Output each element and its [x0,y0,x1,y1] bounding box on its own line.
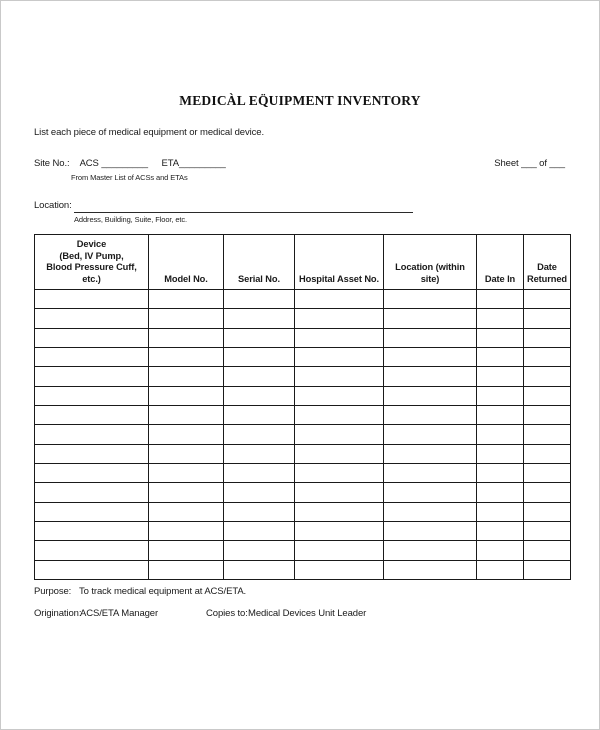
table-row [35,560,571,579]
table-header-row [35,235,571,290]
table-cell [477,464,524,483]
table-cell [477,541,524,560]
table-cell [524,425,571,444]
table-cell [295,464,384,483]
table-cell [384,560,477,579]
purpose-label: Purpose: [34,586,72,597]
table-row [35,386,571,405]
col-header-hospital-asset-no: Hospital Asset No. [295,235,384,290]
copies-to-text: Medical Devices Unit Leader [248,608,367,619]
table-cell [149,522,224,541]
table-cell [224,541,295,560]
table-cell [524,483,571,502]
location-blank-line [74,197,413,213]
table-cell [35,290,149,309]
table-cell [477,444,524,463]
table-cell [35,464,149,483]
table-cell [35,348,149,367]
table-cell [384,502,477,521]
site-eta-field: ETA_________ [161,158,226,169]
table-cell [477,348,524,367]
origination-label: Origination: [34,608,82,619]
table-cell [384,483,477,502]
table-cell [295,386,384,405]
table-cell [35,328,149,347]
table-cell [295,502,384,521]
table-cell [35,406,149,425]
table-cell [477,290,524,309]
table-row [35,328,571,347]
table-cell [149,367,224,386]
table-cell [295,367,384,386]
copies-to-label: Copies to: [206,608,248,619]
table-row [35,425,571,444]
table-cell [524,541,571,560]
table-row [35,309,571,328]
table-cell [384,367,477,386]
table-cell [35,522,149,541]
table-cell [524,502,571,521]
table-cell [384,464,477,483]
table-cell [477,328,524,347]
table-cell [477,425,524,444]
location-label: Location: [34,200,72,211]
table-row [35,483,571,502]
table-cell [224,502,295,521]
table-row [35,502,571,521]
table-cell [35,386,149,405]
table-cell [224,464,295,483]
table-cell [524,406,571,425]
table-cell [35,502,149,521]
table-cell [524,522,571,541]
table-cell [384,348,477,367]
table-cell [477,522,524,541]
table-cell [35,309,149,328]
table-cell [384,522,477,541]
table-cell [477,560,524,579]
col-header-date-in: Date In [477,235,524,290]
table-cell [295,560,384,579]
table-cell [384,386,477,405]
table-cell [149,425,224,444]
site-no-line [34,158,226,169]
table-cell [149,290,224,309]
table-cell [295,328,384,347]
table-cell [524,464,571,483]
table-cell [384,444,477,463]
col-header-model-no: Model No. [149,235,224,290]
table-cell [224,444,295,463]
table-cell [224,328,295,347]
site-acs-field: ACS _________ [79,158,148,169]
table-cell [384,425,477,444]
table-cell [295,309,384,328]
table-cell [295,444,384,463]
table-cell [224,290,295,309]
table-row [35,348,571,367]
table-row [35,464,571,483]
table-cell [384,541,477,560]
site-no-label: Site No.: [34,158,70,169]
table-cell [477,386,524,405]
table-cell [149,348,224,367]
table-cell [295,290,384,309]
table-cell [524,367,571,386]
table-cell [224,348,295,367]
table-cell [224,425,295,444]
table-row [35,444,571,463]
origination-text: ACS/ETA Manager [80,608,159,619]
table-row [35,522,571,541]
col-header-device: Device (Bed, IV Pump, Blood Pressure Cuff, etc.) [35,235,149,290]
table-cell [295,406,384,425]
table-cell [224,406,295,425]
purpose-text: To track medical equipment at ACS/ETA. [79,586,247,597]
table-cell [384,309,477,328]
table-cell [224,309,295,328]
table-cell [149,309,224,328]
table-cell [295,425,384,444]
table-cell [524,290,571,309]
sheet-of-field: Sheet ___ of ___ [494,158,565,169]
table-cell [477,502,524,521]
table-cell [524,309,571,328]
table-cell [149,406,224,425]
table-row [35,541,571,560]
table-cell [384,290,477,309]
table-cell [477,367,524,386]
location-note: Address, Building, Suite, Floor, etc. [74,215,188,224]
table-cell [35,444,149,463]
table-cell [524,348,571,367]
table-cell [477,406,524,425]
table-cell [477,483,524,502]
table-cell [524,328,571,347]
table-row [35,406,571,425]
table-cell [224,483,295,502]
table-cell [35,560,149,579]
table-cell [224,522,295,541]
table-cell [295,483,384,502]
table-row [35,290,571,309]
table-cell [524,560,571,579]
table-cell [524,444,571,463]
table-cell [295,348,384,367]
table-cell [35,425,149,444]
page-title: MEDICÀL EQ̈UIPMENT INVENTORY [179,93,421,108]
table-cell [149,483,224,502]
table-cell [35,483,149,502]
table-cell [224,367,295,386]
table-cell [295,541,384,560]
table-cell [149,464,224,483]
table-cell [35,367,149,386]
table-cell [384,328,477,347]
col-header-serial-no: Serial No. [224,235,295,290]
col-header-location-within-site: Location (within site) [384,235,477,290]
table-cell [149,386,224,405]
table-cell [149,541,224,560]
intro-text: List each piece of medical equipment or medical device. [34,127,265,138]
table-cell [384,406,477,425]
table-cell [295,522,384,541]
table-cell [477,309,524,328]
table-cell [224,560,295,579]
table-row [35,367,571,386]
table-cell [524,386,571,405]
table-cell [35,541,149,560]
col-header-date-returned: Date Returned [524,235,571,290]
table-cell [149,328,224,347]
table-cell [149,560,224,579]
table-cell [149,502,224,521]
site-no-note: From Master List of ACSs and ETAs [71,173,188,182]
table-cell [149,444,224,463]
inventory-table [34,234,571,580]
table-cell [224,386,295,405]
